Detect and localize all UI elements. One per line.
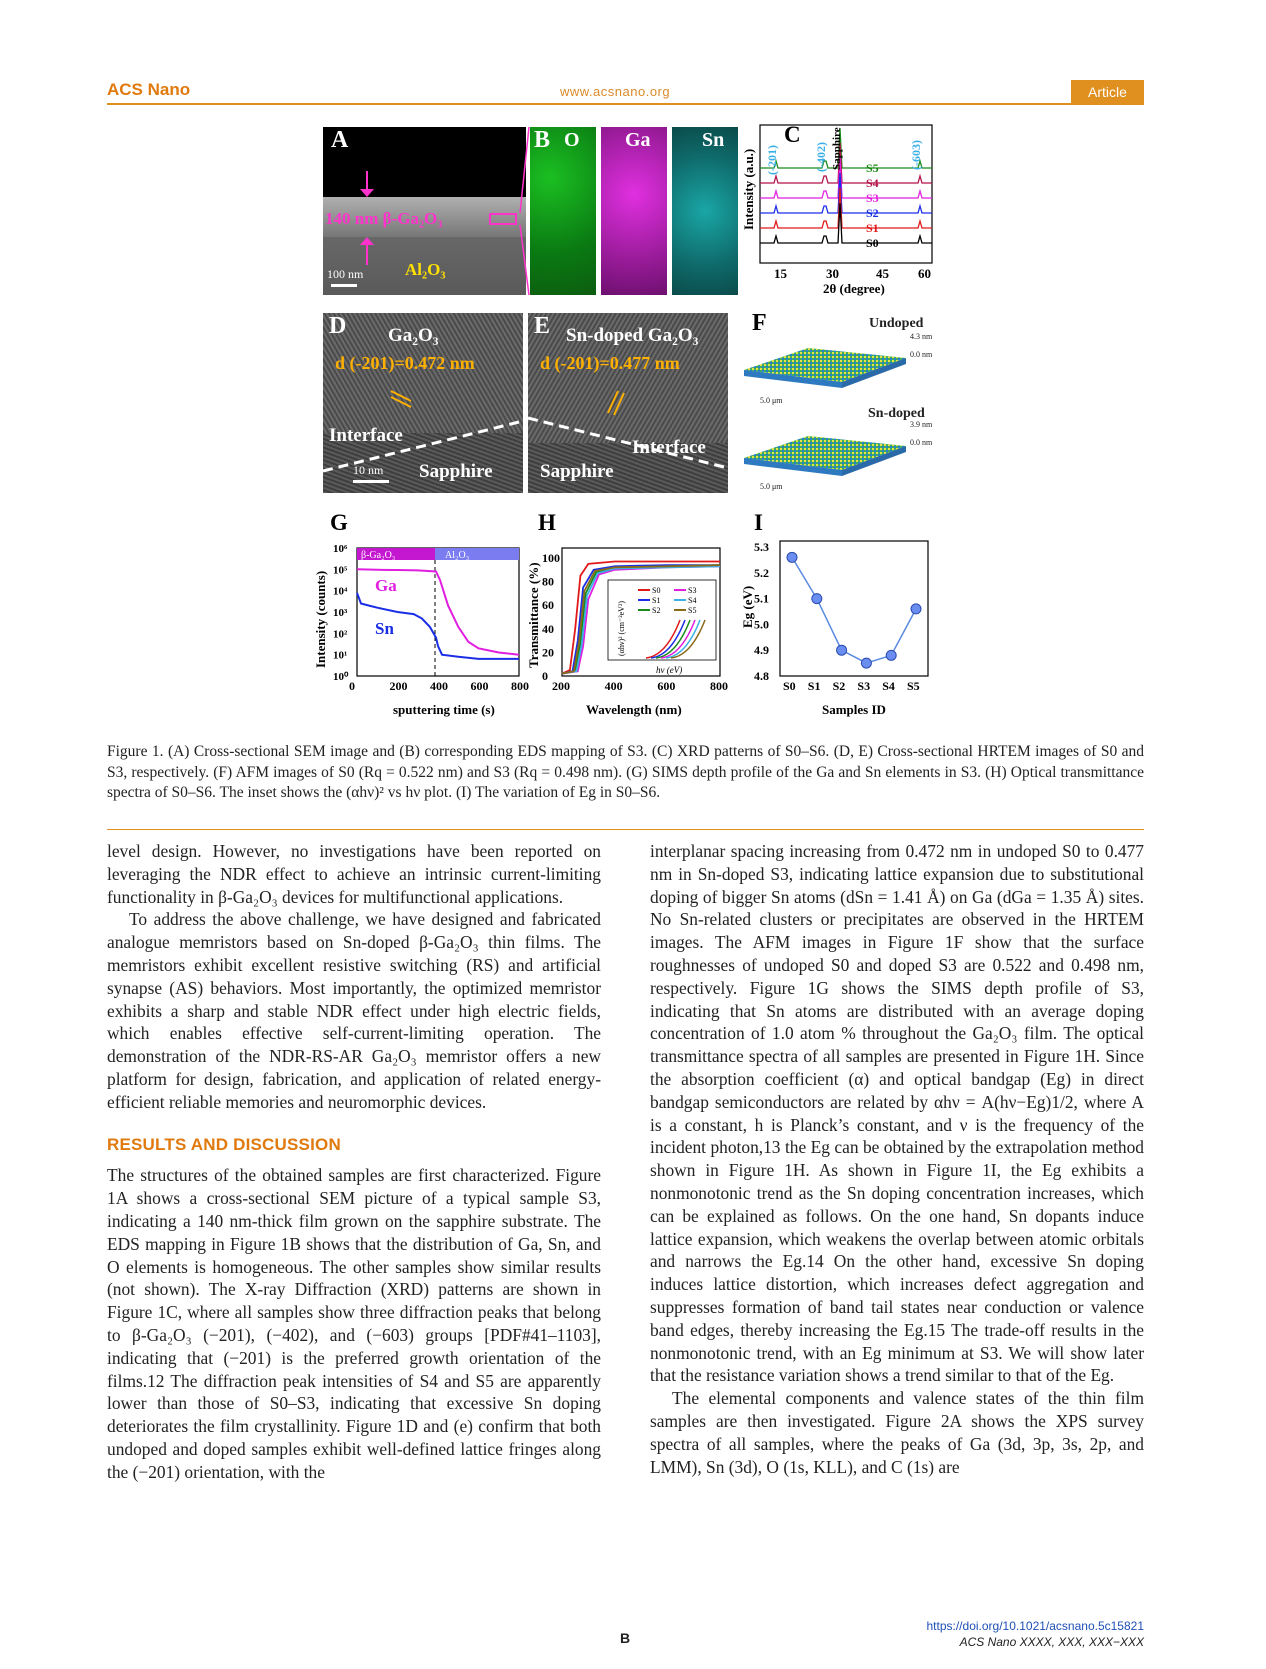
page-number: B [620,1630,631,1646]
label-s4: S4 [866,176,879,190]
inset-legend-label: S1 [652,596,661,605]
sims-xtick: 0 [349,679,355,693]
panel-c-label: C [784,122,801,147]
panel-a-substrate: Al₂O₃ [405,260,446,279]
inset-legend-label: S4 [688,596,697,605]
panel-e-title: Sn-doped Ga₂O₃ [566,325,699,346]
sims-ga-label: Ga [375,576,397,595]
eg-xtick: S5 [907,679,920,693]
sims-xtick: 400 [430,679,448,693]
panel-g-xlabel: sputtering time (s) [393,702,495,717]
sims-region-ga2o3: β-Ga₂O₃ [361,550,396,561]
afm-undoped-label: Undoped [869,316,924,331]
right-paragraph-2: The elemental components and valence states of the thin film samples are then investigated. Figure 2A shows the XPS survey spectra of all samples, where the peaks of Ga (3d, 3p, 3s, 2p, and LMM), Sn (3d), O (1s, KLL), and C (1s) are [650,1388,1144,1477]
inset-legend-label: S3 [688,586,697,595]
panel-i-xlabel: Samples ID [822,702,886,717]
panel-h-xlabel: Wavelength (nm) [586,702,682,717]
eg-point-s0 [787,552,797,562]
label-s5: S5 [866,161,879,175]
eg-xtick: S2 [832,679,846,693]
peak-201: (-201) [765,145,779,175]
eg-ytick: 5.0 [754,617,769,632]
panel-b-label: B [534,127,551,153]
trans-ytick: 0 [542,669,548,683]
trans-ytick: 80 [542,574,554,589]
right-paragraph-1: interplanar spacing increasing from 0.472 nm in undoped S0 to 0.477 nm in Sn-doped S3, indicating lattice expansion due to substitutional doping of bigger Sn atoms (dSn = 1.41 Å) on Ga (dGa = 1.35 Å) sites. No Sn-related clusters or precipitates are observed in the HRTEM images. The AFM images in Figure 1F show that the surface roughnesses of undoped S0 and doped S3 are 0.522 and 0.498 nm, respectively. Figure 1G shows the SIMS depth profile of S3, indicating that Sn atoms are distributed with an average doping concentration of 1.0 atom % throughout the Ga₂O₃ film. The optical transmittance spectra of all samples are presented in Figure 1H. Since the absorption coefficient (α) and optical bandgap (Eg) in direct bandgap semiconductors are related by αhν = A(hν−Eg)1/2, where A is a constant, h is Planck’s constant, and ν is the frequency of the incident photon,13 the Eg can be obtained by the extrapolation method shown in Figure 1H. As shown in Figure 1I, the Eg exhibits a nonmonotonic trend as the Sn doping concentration increases, which can be explained as follows. On the one hand, Sn dopants induce lattice expansion, which weakens the overlap between atomic orbitals and narrows the Eg.14 On the other hand, excessive Sn doping induces lattice distortion, which increases defect aggregation and suppresses formation of band tail states near conduction or valence band edges, thereby increasing the Eg.15 The trade-off results in the nonmonotonic trend, with an Eg minimum at S3. We will show later that the resistance variation shows a trend similar to that of the Eg. [650,841,1144,1386]
panel-c-tick-45: 45 [876,266,889,281]
inset-xlabel: hν (eV) [656,665,683,675]
panel-c-tick-30: 30 [826,266,839,281]
panel-d-interface: Interface [329,425,403,446]
panel-c-xlabel: 2θ (degree) [823,281,885,296]
sims-xtick: 800 [511,679,529,693]
panel-h-ylabel: Transmittance (%) [526,562,541,668]
citation: ACS Nano XXXX, XXX, XXX−XXX [959,1635,1144,1649]
journal-name: ACS Nano [107,80,191,99]
caption-text: (A) Cross-sectional SEM image and (B) corresponding EDS mapping of S3. (C) XRD patterns of S0–S6. (D, E) Cross-sectional HRTEM images of S0 and S3, respectively. (F) AFM images of S0 (Rq = 0.522 nm) and S3 (Rq = 0.498 nm). (G) SIMS depth profile of the Ga and Sn elements in S3. (H) Optical transmittance spectra of S0–S6. The inset shows the (αhν)² vs hν plot. (I) The variation of Eg in S0–S6. [107,743,1145,801]
panel-e-spacing: d (-201)=0.477 nm [540,353,680,373]
peak-603: (-603) [909,140,923,170]
afm-doped-label: Sn-doped [868,406,925,421]
sims-sn-label: Sn [375,619,394,638]
doi-link[interactable]: https://doi.org/10.1021/acsnano.5c15821 [926,1619,1144,1633]
trans-xtick: 800 [710,679,728,693]
panel-c-ylabel: Intensity (a.u.) [741,148,756,230]
eds-ga-label: Ga [625,129,651,151]
panel-g-ylabel: Intensity (counts) [313,570,328,668]
eg-ytick: 4.9 [754,643,769,658]
panel-i-ylabel: Eg (eV) [740,585,755,628]
panel-e-label: E [534,313,551,339]
panel-c-xrd [738,120,938,310]
panel-d-scale: 10 nm [353,463,384,477]
inset-legend-label: S5 [688,606,697,615]
label-s3: S3 [866,191,879,205]
sims-ytick: 10¹ [333,649,348,662]
eg-xtick: S1 [807,679,821,693]
eg-ytick: 4.8 [754,669,769,683]
eg-ytick: 5.3 [754,540,769,554]
eg-xtick: S4 [882,679,895,693]
panel-e-hrtem [528,313,728,493]
trans-ytick: 20 [542,645,554,660]
panel-i-eg [740,508,940,720]
panel-e-interface: Interface [632,437,706,458]
eg-point-s1 [812,594,822,604]
sims-ytick: 10⁶ [333,543,348,555]
trans-ytick: 100 [542,551,560,565]
panel-b-eds-ga [601,127,667,295]
peak-sapphire: Sapphire [831,127,843,170]
eds-o-label: O [564,129,580,151]
sims-region-al2o3: Al₂O₃ [445,550,470,561]
panel-a-label: A [331,127,349,153]
afm-undoped-axis: 5.0 μm [760,396,783,405]
panel-h-label: H [538,510,556,535]
eg-point-s5 [911,604,921,614]
eg-ytick: 5.2 [754,565,769,580]
caption-rule [107,829,1144,830]
sims-ytick: 10² [333,628,348,641]
inset-ylabel: (αhν)² (cm⁻²eV²) [617,601,626,656]
right-column [650,840,1144,1478]
panel-d-title: Ga₂O₃ [388,325,439,346]
eg-ytick: 5.1 [754,591,769,606]
panel-f-afm [738,310,938,495]
left-paragraph-3: The structures of the obtained samples are first characterized. Figure 1A shows a cross-sectional SEM picture of a typical sample S3, indicating a 140 nm-thick film grown on the sapphire substrate. The EDS mapping in Figure 1B shows that the distribution of Ga, Sn, and O elements is homogeneous. The other samples show similar results (not shown). The X-ray Diffraction (XRD) patterns are shown in Figure 1C, where all samples show three diffraction peaks that belong to β-Ga₂O₃ (−201), (−402), and (−603) groups [PDF#41–1103], indicating that (−201) is the preferred growth orientation of the films.12 The diffraction peak intensities of S4 and S5 are apparently lower than those of S0–S3, indicating that excessive Sn doping deteriorates the film crystallinity. Figure 1D and (e) confirm that both undoped and doped samples exhibit well-defined lattice fringes along the (−201) orientation, with the [107,1165,601,1482]
sims-xtick: 200 [389,679,408,693]
panel-e-sapphire: Sapphire [540,461,614,482]
left-paragraph-1: level design. However, no investigations have been reported on leveraging the NDR effect to achieve an intrinsic current-limiting functionality in β-Ga₂O₃ devices for multifunctional applications. [107,841,601,907]
panel-a-sem [323,127,526,295]
article-type-badge: Article [1071,80,1144,104]
sims-xtick: 600 [470,679,489,693]
panel-d-spacing: d (-201)=0.472 nm [335,353,475,373]
panel-a-thickness: 140 nm β-Ga₂O₃ [325,209,443,228]
inset-legend-label: S2 [652,606,661,615]
trans-ytick: 60 [542,598,554,613]
trans-ytick: 40 [542,621,554,636]
panel-c-tick-60: 60 [918,266,931,281]
eg-point-s4 [886,650,896,660]
label-s0: S0 [866,236,879,250]
inset-legend-label: S0 [652,586,661,595]
eg-xtick: S3 [857,679,871,693]
panel-d-hrtem [323,313,523,493]
journal-url[interactable]: www.acsnano.org [560,84,671,99]
afm-doped-axis: 5.0 μm [760,482,783,491]
sims-ytick: 10⁴ [333,585,348,598]
eds-sn-label: Sn [702,129,725,151]
panel-h-transmittance [528,508,738,720]
afm-undoped-zmax: 4.3 nm [910,332,933,341]
sims-ytick: 10⁰ [333,671,349,683]
eg-point-s3 [861,658,871,668]
sims-ytick: 10³ [333,607,348,619]
left-paragraph-2: To address the above challenge, we have designed and fabricated analogue memristors based on Sn-doped β-Ga₂O₃ thin films. The memristors exhibit excellent resistive switching (RS) and artificial synapse (AS) behaviors. Most importantly, the optimized memristor exhibits a sharp and stable NDR effect under high electric fields, which enables effective self-current-limiting operation. The demonstration of the NDR-RS-AR Ga₂O₃ memristor offers a new platform for design, fabrication, and application of related energy-efficient reliable memories and neuromorphic devices. [107,909,601,1112]
trans-xtick: 400 [604,679,623,693]
label-s1: S1 [866,221,879,235]
afm-doped-zmax: 3.9 nm [910,420,933,429]
figure-caption [107,742,1144,804]
caption-lead: Figure 1. [107,743,164,760]
panel-d-label: D [329,313,347,339]
eg-point-s2 [837,645,847,655]
header-rule [107,103,1144,105]
sims-ytick: 10⁵ [333,564,348,577]
panel-a-zoom-line [520,127,530,295]
panel-f-label: F [752,310,767,336]
panel-i-label: I [754,510,763,535]
panel-c-tick-15: 15 [774,266,787,281]
section-heading: RESULTS AND DISCUSSION [107,1134,341,1154]
trans-xtick: 200 [552,679,570,693]
eg-xtick: S0 [783,679,796,693]
afm-undoped-zmin: 0.0 nm [910,350,933,359]
panel-a-scale: 100 nm [327,267,364,281]
label-s2: S2 [866,206,879,220]
panel-g-sims [315,508,535,720]
panel-g-label: G [330,510,348,535]
panel-b-eds-sn [672,127,738,295]
left-column [107,840,601,1484]
trans-xtick: 600 [657,679,676,693]
peak-402: (-402) [814,142,828,172]
panel-d-sapphire: Sapphire [419,461,493,482]
afm-doped-zmin: 0.0 nm [910,438,933,447]
panel-b-eds-o [530,127,596,295]
